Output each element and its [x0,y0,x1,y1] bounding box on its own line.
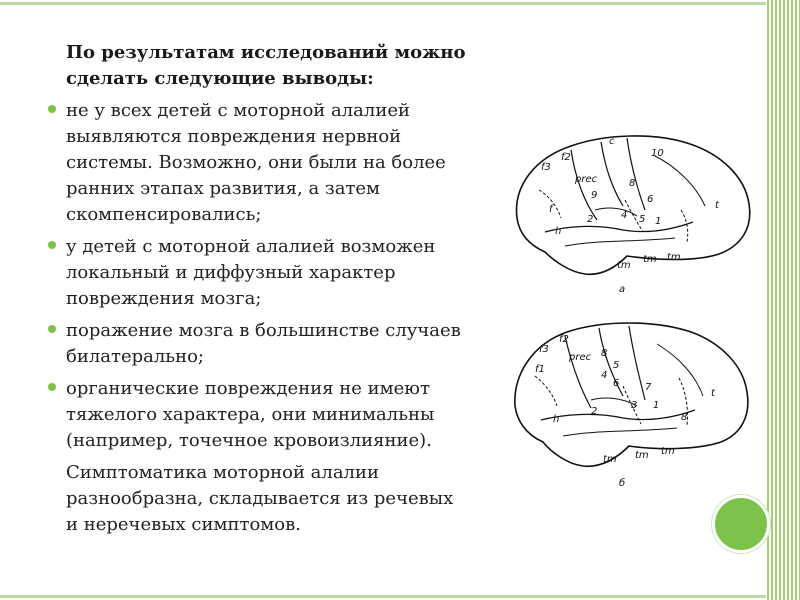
bullet-dot-icon [48,105,56,113]
right-decorative-band [766,0,800,600]
brain-diagram-top [505,126,755,296]
diagram-label: f3 [541,162,551,173]
list-item [48,234,468,312]
brain-illustration-b [505,316,755,491]
diagram-label: tm [617,260,631,271]
diagram-label: 8 [601,348,608,359]
green-circle-decoration [712,495,770,553]
diagram-label: 1 [655,216,662,227]
diagram-label: 5 [613,360,620,371]
diagram-label: 2 [591,406,598,417]
diagram-label: tm [603,454,617,465]
bullet-dot-icon [48,241,56,249]
diagram-label: 8 [629,178,636,189]
brain-illustration-a [505,126,755,296]
diagram-label: 6 [647,194,654,205]
diagram-label: h [553,414,560,425]
diagram-label: 2 [587,214,594,225]
diagram-caption: а [619,284,626,295]
diagram-label: 9 [591,190,598,201]
diagram-label: f1 [535,364,545,375]
conclusions-list [48,98,468,454]
diagram-label: h [555,226,562,237]
diagram-label: 6 [613,378,620,389]
diagram-label: prec [569,352,592,363]
diagram-label: prec [575,174,598,185]
diagram-label: tm [667,252,681,263]
list-item-text: органические повреждения не имеют тяжелого характера, они минимальны (например, точечное кровоизлияние). [66,378,435,451]
bullet-dot-icon [48,325,56,333]
diagram-label: 5 [639,214,646,225]
list-item [48,98,468,228]
slide-heading: По результатам исследований можно сделать следующие выводы: [66,42,466,89]
list-item-text: не у всех детей с моторной алалией выявляются повреждения нервной системы. Возможно, они были на более ранних этапах развития, а затем скомпенсировались; [66,100,446,225]
diagram-label: 4 [621,210,628,221]
list-item [48,318,468,370]
conclusion-text: Симптоматика моторной алалии разнообразна, складывается из речевых и неречевых симптомов. [66,462,454,535]
diagram-label: tm [661,446,675,457]
diagram-label: 10 [651,148,664,159]
list-item [48,376,468,454]
diagram-label: f3 [539,344,549,355]
top-border-line [0,2,766,5]
bottom-border-line [0,595,766,598]
diagram-label: 3 [631,400,638,411]
diagram-label: f2 [559,334,569,345]
brain-diagram-bottom [505,316,755,491]
diagram-label: tm [643,254,657,265]
diagram-label: f2 [561,152,571,163]
diagram-label: 7 [645,382,652,393]
diagram-label: 4 [601,370,608,381]
diagram-label: 8 [681,412,688,423]
bullet-dot-icon [48,383,56,391]
diagram-label: tm [635,450,649,461]
diagram-caption: б [619,478,626,489]
list-item-text: у детей с моторной алалией возможен локальный и диффузный характер повреждения мозга; [66,236,436,309]
list-item-text: поражение мозга в большинстве случаев билатерально; [66,320,461,367]
diagram-label: t [711,388,715,399]
diagram-label: 1 [653,400,660,411]
diagram-label: f [549,204,553,215]
diagram-label: t [715,200,719,211]
slide-text-block [48,40,468,556]
diagram-label: c [609,136,615,147]
